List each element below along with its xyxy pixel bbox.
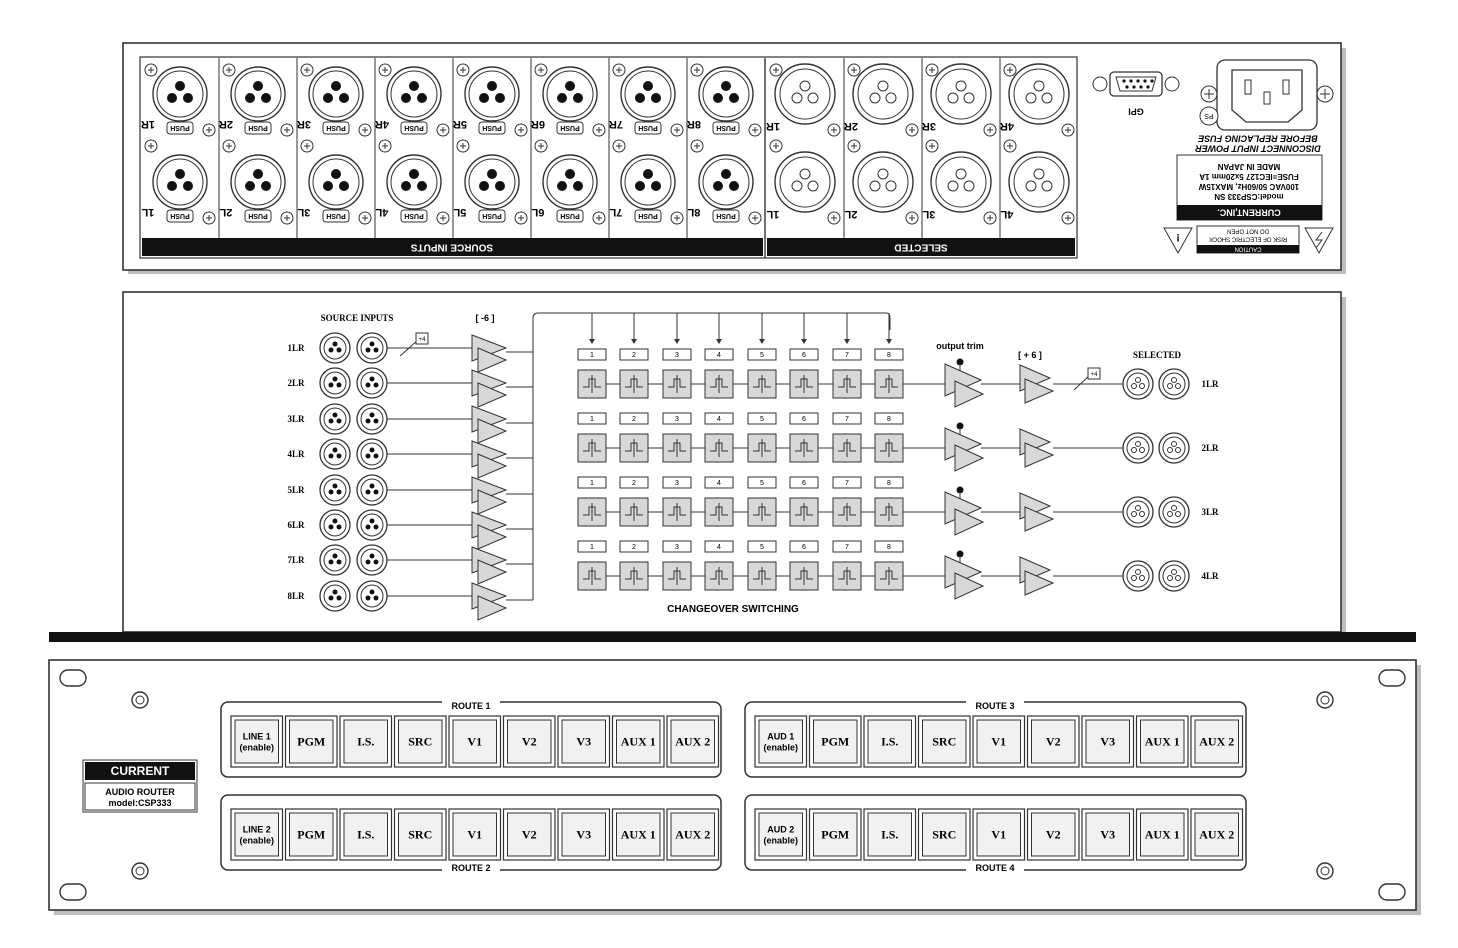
route-group [221,795,721,873]
switch-number: 1 [590,416,594,423]
input-jack-icon [320,581,350,611]
switch-number: 2 [632,416,636,423]
push-tab-label: PUSH [404,124,424,132]
push-tab-label: PUSH [170,212,190,220]
button-label: LINE 1 [242,731,271,742]
enable-button[interactable] [755,809,807,860]
source-select-button[interactable] [1137,716,1189,767]
screw-icon [770,64,782,76]
button-label: V3 [1100,827,1116,842]
button-label: V1 [467,734,483,749]
button-label: AUX 2 [675,734,711,749]
push-tab-label: PUSH [248,212,268,220]
screw-icon [926,140,938,152]
screw-icon [535,140,547,152]
switch-number: 7 [845,480,849,487]
trim-knob [957,551,964,558]
connector-label: 3L [922,208,936,221]
screw-icon [906,212,918,224]
switch-number: 7 [845,416,849,423]
switch-number: 4 [717,544,721,551]
push-tab-label: PUSH [404,212,424,220]
button-label: AUX 2 [1199,734,1235,749]
screw-icon [1062,124,1074,136]
screw-icon [828,124,840,136]
button-label: AUD 1 [767,731,795,742]
connector-label: 3L [297,206,311,219]
screw-icon [691,140,703,152]
button-label: AUX 1 [620,827,656,842]
screw-icon [848,64,860,76]
screw-icon [301,64,313,76]
switch-number: 3 [675,352,679,359]
input-jack-icon [320,439,350,469]
source-select-button[interactable] [667,809,719,860]
source-select-button[interactable] [395,716,447,767]
input-jack-icon [320,545,350,575]
screw-bl [132,863,148,879]
source-select-button[interactable] [1191,716,1243,767]
screw-icon [437,212,449,224]
input-jack-icon [357,404,387,434]
warning-line-1: DISCONNECT INPUT POWER [1195,143,1321,154]
push-tab-label: PUSH [716,212,736,220]
input-jack-icon [357,333,387,363]
svg-text:!: ! [1176,231,1180,244]
button-label: I.S. [881,827,899,842]
connector-label: 1R [140,118,156,131]
connector-label: 2R [218,118,234,131]
screw-icon [379,140,391,152]
switch-number: 2 [632,544,636,551]
output-jack-icon [1123,369,1153,399]
source-select-button[interactable] [449,716,501,767]
connector-label: 1L [766,208,780,221]
push-tab-label: PUSH [326,212,346,220]
source-select-button[interactable] [973,716,1025,767]
source-select-button[interactable] [613,809,665,860]
source-select-button[interactable] [667,716,719,767]
switch-number: 5 [760,480,764,487]
route-title: ROUTE 1 [451,701,491,711]
button-label: AUX 1 [1144,827,1180,842]
route-group [745,699,1246,777]
divider-bar [49,632,1416,642]
svg-text:CAUTION: CAUTION [1234,245,1262,252]
screw-icon [359,124,371,136]
output-jack-icon [1123,433,1153,463]
trim-knob [957,359,964,366]
connector-label: 2R [843,120,859,133]
source-select-button[interactable] [1137,809,1189,860]
enable-button[interactable] [231,809,283,860]
input-label: 3LR [287,414,305,424]
screw-icon [828,212,840,224]
source-select-button[interactable] [810,809,862,860]
changeover-title: CHANGEOVER SWITCHING [667,604,799,615]
route-title: ROUTE 4 [975,863,1015,873]
source-select-button[interactable] [558,716,610,767]
screw-icon [671,212,683,224]
screw-icon [515,212,527,224]
output-jack-icon [1159,433,1189,463]
spec-line-2: FUSE=IEC127 5x20mm 1A [1199,171,1299,181]
source-select-button[interactable] [1028,716,1080,767]
switch-number: 7 [845,544,849,551]
screw-icon [749,212,761,224]
output-jack-icon [1159,369,1189,399]
connector-label: 6L [531,206,545,219]
connector-label: 8R [686,118,702,131]
product-model: model:CSP333 [108,798,172,808]
input-label: 6LR [287,520,305,530]
input-label: 1LR [287,343,305,353]
button-label: V1 [467,827,483,842]
button-label: AUX 2 [1199,827,1235,842]
screw-tl [132,692,148,708]
screw-icon [515,124,527,136]
button-label: V1 [991,827,1007,842]
connector-label: 8L [687,206,701,219]
switch-number: 5 [760,352,764,359]
output-trim-label: output trim [936,341,984,351]
switch-number: 4 [717,416,721,423]
connector-label: 4L [375,206,389,219]
switch-number: 4 [717,480,721,487]
connector-label: 2L [844,208,858,221]
button-label: PGM [821,734,850,749]
rack-slot-tl [60,670,86,686]
push-tab-label: PUSH [716,124,736,132]
rack-slot-br [1379,884,1405,900]
source-select-button[interactable] [340,716,392,767]
input-jack-icon [357,368,387,398]
source-select-button[interactable] [340,809,392,860]
switch-number: 8 [887,352,891,359]
switch-number: 1 [590,480,594,487]
input-jack-icon [320,368,350,398]
screw-icon [457,64,469,76]
selected-banner-text: SELECTED [894,241,948,253]
output-label: 1LR [1201,379,1219,389]
screw-icon [770,140,782,152]
input-jack-icon [320,475,350,505]
source-select-button[interactable] [864,716,916,767]
selected-title: SELECTED [1132,350,1182,360]
source-select-button[interactable] [558,809,610,860]
connector-label: 3R [921,120,937,133]
switch-number: 6 [802,480,806,487]
screw-icon [145,64,157,76]
button-label: AUD 2 [767,824,795,835]
output-label: 3LR [1201,507,1219,517]
button-label: V3 [1100,734,1116,749]
switch-number: 1 [590,352,594,359]
route-title: ROUTE 3 [975,701,1015,711]
source-select-button[interactable] [919,809,971,860]
push-tab-label: PUSH [482,124,502,132]
screw-icon [749,124,761,136]
screw-tr [1317,692,1333,708]
input-jack-icon [357,581,387,611]
input-jack-icon [357,439,387,469]
push-tab-label: PUSH [638,124,658,132]
source-select-button[interactable] [1028,809,1080,860]
switch-number: 2 [632,352,636,359]
button-label: PGM [297,734,326,749]
source-select-button[interactable] [395,809,447,860]
push-tab-label: PUSH [482,212,502,220]
input-label: 5LR [287,485,305,495]
button-label: V2 [1045,734,1061,749]
screw-icon [613,140,625,152]
button-label: SRC [932,734,957,749]
source-select-button[interactable] [919,716,971,767]
screw-icon [984,212,996,224]
switch-number: 5 [760,416,764,423]
source-inputs-title: SOURCE INPUTS [320,313,394,323]
output-label: 2LR [1201,443,1219,453]
screw-icon [1004,140,1016,152]
screw-icon [457,140,469,152]
input-jack-icon [320,510,350,540]
input-jack-icon [357,545,387,575]
power-inlet[interactable] [1201,60,1333,130]
button-label: I.S. [357,734,375,749]
connector-label: 3R [296,118,312,131]
switch-number: 3 [675,416,679,423]
button-label: I.S. [881,734,899,749]
connector-label: 4L [1000,208,1014,221]
input-label: 4LR [287,449,305,459]
screw-br [1317,863,1333,879]
connector-label: 7R [608,118,624,131]
source-select-button[interactable] [613,716,665,767]
push-tab-label: PUSH [638,212,658,220]
button-label: SRC [408,827,433,842]
screw-icon [281,124,293,136]
button-label: AUX 1 [620,734,656,749]
button-label: V1 [991,734,1007,749]
screw-icon [535,64,547,76]
source-select-button[interactable] [1082,716,1134,767]
switch-number: 7 [845,352,849,359]
screw-icon [613,64,625,76]
block-diagram [123,292,1346,635]
source-select-button[interactable] [504,716,556,767]
button-label: (enable) [763,742,799,753]
button-label: PGM [297,827,326,842]
rack-slot-tr [1379,670,1405,686]
switch-number: 6 [802,352,806,359]
trim-knob [957,487,964,494]
connector-label: 4R [999,120,1015,133]
button-label: (enable) [239,835,275,846]
source-select-button[interactable] [449,809,501,860]
source-select-button[interactable] [810,716,862,767]
trim-knob [957,423,964,430]
enable-button[interactable] [755,716,807,767]
plus6-label: [ + 6 ] [1018,350,1042,360]
switch-number: 3 [675,480,679,487]
source-select-button[interactable] [973,809,1025,860]
switch-number: 6 [802,544,806,551]
button-label: SRC [408,734,433,749]
source-select-button[interactable] [504,809,556,860]
connector-label: 5L [453,206,467,219]
switch-number: 6 [802,416,806,423]
switch-number: 3 [675,544,679,551]
gpi-label: GPI [1128,106,1144,117]
connector-label: 6R [530,118,546,131]
push-tab-label: PUSH [560,124,580,132]
button-label: V2 [1045,827,1061,842]
input-jack-icon [320,333,350,363]
switch-number: 5 [760,544,764,551]
button-label: (enable) [763,835,799,846]
screw-icon [1062,212,1074,224]
spec-line-1: MADE IN JAPAN [1217,161,1281,171]
button-label: LINE 2 [242,824,271,835]
push-tab-label: PUSH [248,124,268,132]
source-select-button[interactable] [864,809,916,860]
route-group [745,795,1246,873]
input-label: 2LR [287,378,305,388]
connector-label: 2L [219,206,233,219]
connector-label: 1L [141,206,155,219]
screw-icon [671,124,683,136]
route-group [221,699,721,777]
screw-icon [223,64,235,76]
screw-icon [593,124,605,136]
button-label: V2 [521,734,537,749]
source-select-button[interactable] [286,809,338,860]
button-label: AUX 2 [675,827,711,842]
push-tab-label: PUSH [170,124,190,132]
product-name: AUDIO ROUTER [105,787,175,797]
screw-icon [223,140,235,152]
screw-icon [203,124,215,136]
switch-number: 8 [887,544,891,551]
front-panel [49,660,1421,915]
minus6-label: [ -6 ] [475,313,495,323]
button-label: I.S. [357,827,375,842]
connector-label: 1R [765,120,781,133]
screw-icon [281,212,293,224]
button-label: SRC [932,827,957,842]
route-title: ROUTE 2 [451,863,491,873]
screw-icon [848,140,860,152]
connector-label: 5R [452,118,468,131]
screw-icon [691,64,703,76]
svg-text:+4: +4 [1090,372,1098,378]
push-tab-label: PUSH [560,212,580,220]
screw-icon [437,124,449,136]
switch-number: 8 [887,480,891,487]
svg-text:PS: PS [1204,112,1214,120]
screw-icon [145,140,157,152]
spec-line-4: model:CSP333 SN [1214,191,1284,201]
button-label: V2 [521,827,537,842]
source-select-button[interactable] [1082,809,1134,860]
button-label: V3 [576,827,592,842]
screw-icon [906,124,918,136]
svg-text:RISK OF ELECTRIC SHOCK: RISK OF ELECTRIC SHOCK [1208,235,1288,242]
output-label: 4LR [1201,571,1219,581]
button-label: V3 [576,734,592,749]
svg-text:DO NOT OPEN: DO NOT OPEN [1227,227,1269,234]
screw-icon [203,212,215,224]
button-label: AUX 1 [1144,734,1180,749]
rack-slot-bl [60,884,86,900]
output-jack-icon [1123,497,1153,527]
source-select-button[interactable] [1191,809,1243,860]
spec-line-3: 100VAC 50/60Hz, MAX15W [1198,181,1300,191]
screw-icon [926,64,938,76]
company-name: CURRENT,INC. [1217,207,1281,218]
input-jack-icon [320,404,350,434]
button-label: PGM [821,827,850,842]
switch-number: 8 [887,416,891,423]
switch-number: 4 [717,352,721,359]
output-jack-icon [1123,561,1153,591]
screw-icon [301,140,313,152]
source-select-button[interactable] [286,716,338,767]
warning-line-2: BEFORE REPLACING FUSE [1198,133,1318,144]
switch-number: 1 [590,544,594,551]
input-label: 7LR [287,555,305,565]
enable-button[interactable] [231,716,283,767]
output-jack-icon [1159,497,1189,527]
screw-icon [1004,64,1016,76]
brand-name: CURRENT [110,764,170,778]
input-label: 8LR [287,591,305,601]
input-jack-icon [357,475,387,505]
connector-label: 4R [374,118,390,131]
switch-number: 2 [632,480,636,487]
ps-switch [1200,107,1218,125]
svg-text:+4: +4 [418,337,426,343]
rear-panel [123,43,1346,274]
button-label: (enable) [239,742,275,753]
screw-icon [379,64,391,76]
connector-label: 7L [609,206,623,219]
screw-icon [984,124,996,136]
screw-icon [359,212,371,224]
input-jack-icon [357,510,387,540]
push-tab-label: PUSH [326,124,346,132]
screw-icon [593,212,605,224]
source-inputs-banner-text: SOURCE INPUTS [410,241,494,253]
output-jack-icon [1159,561,1189,591]
